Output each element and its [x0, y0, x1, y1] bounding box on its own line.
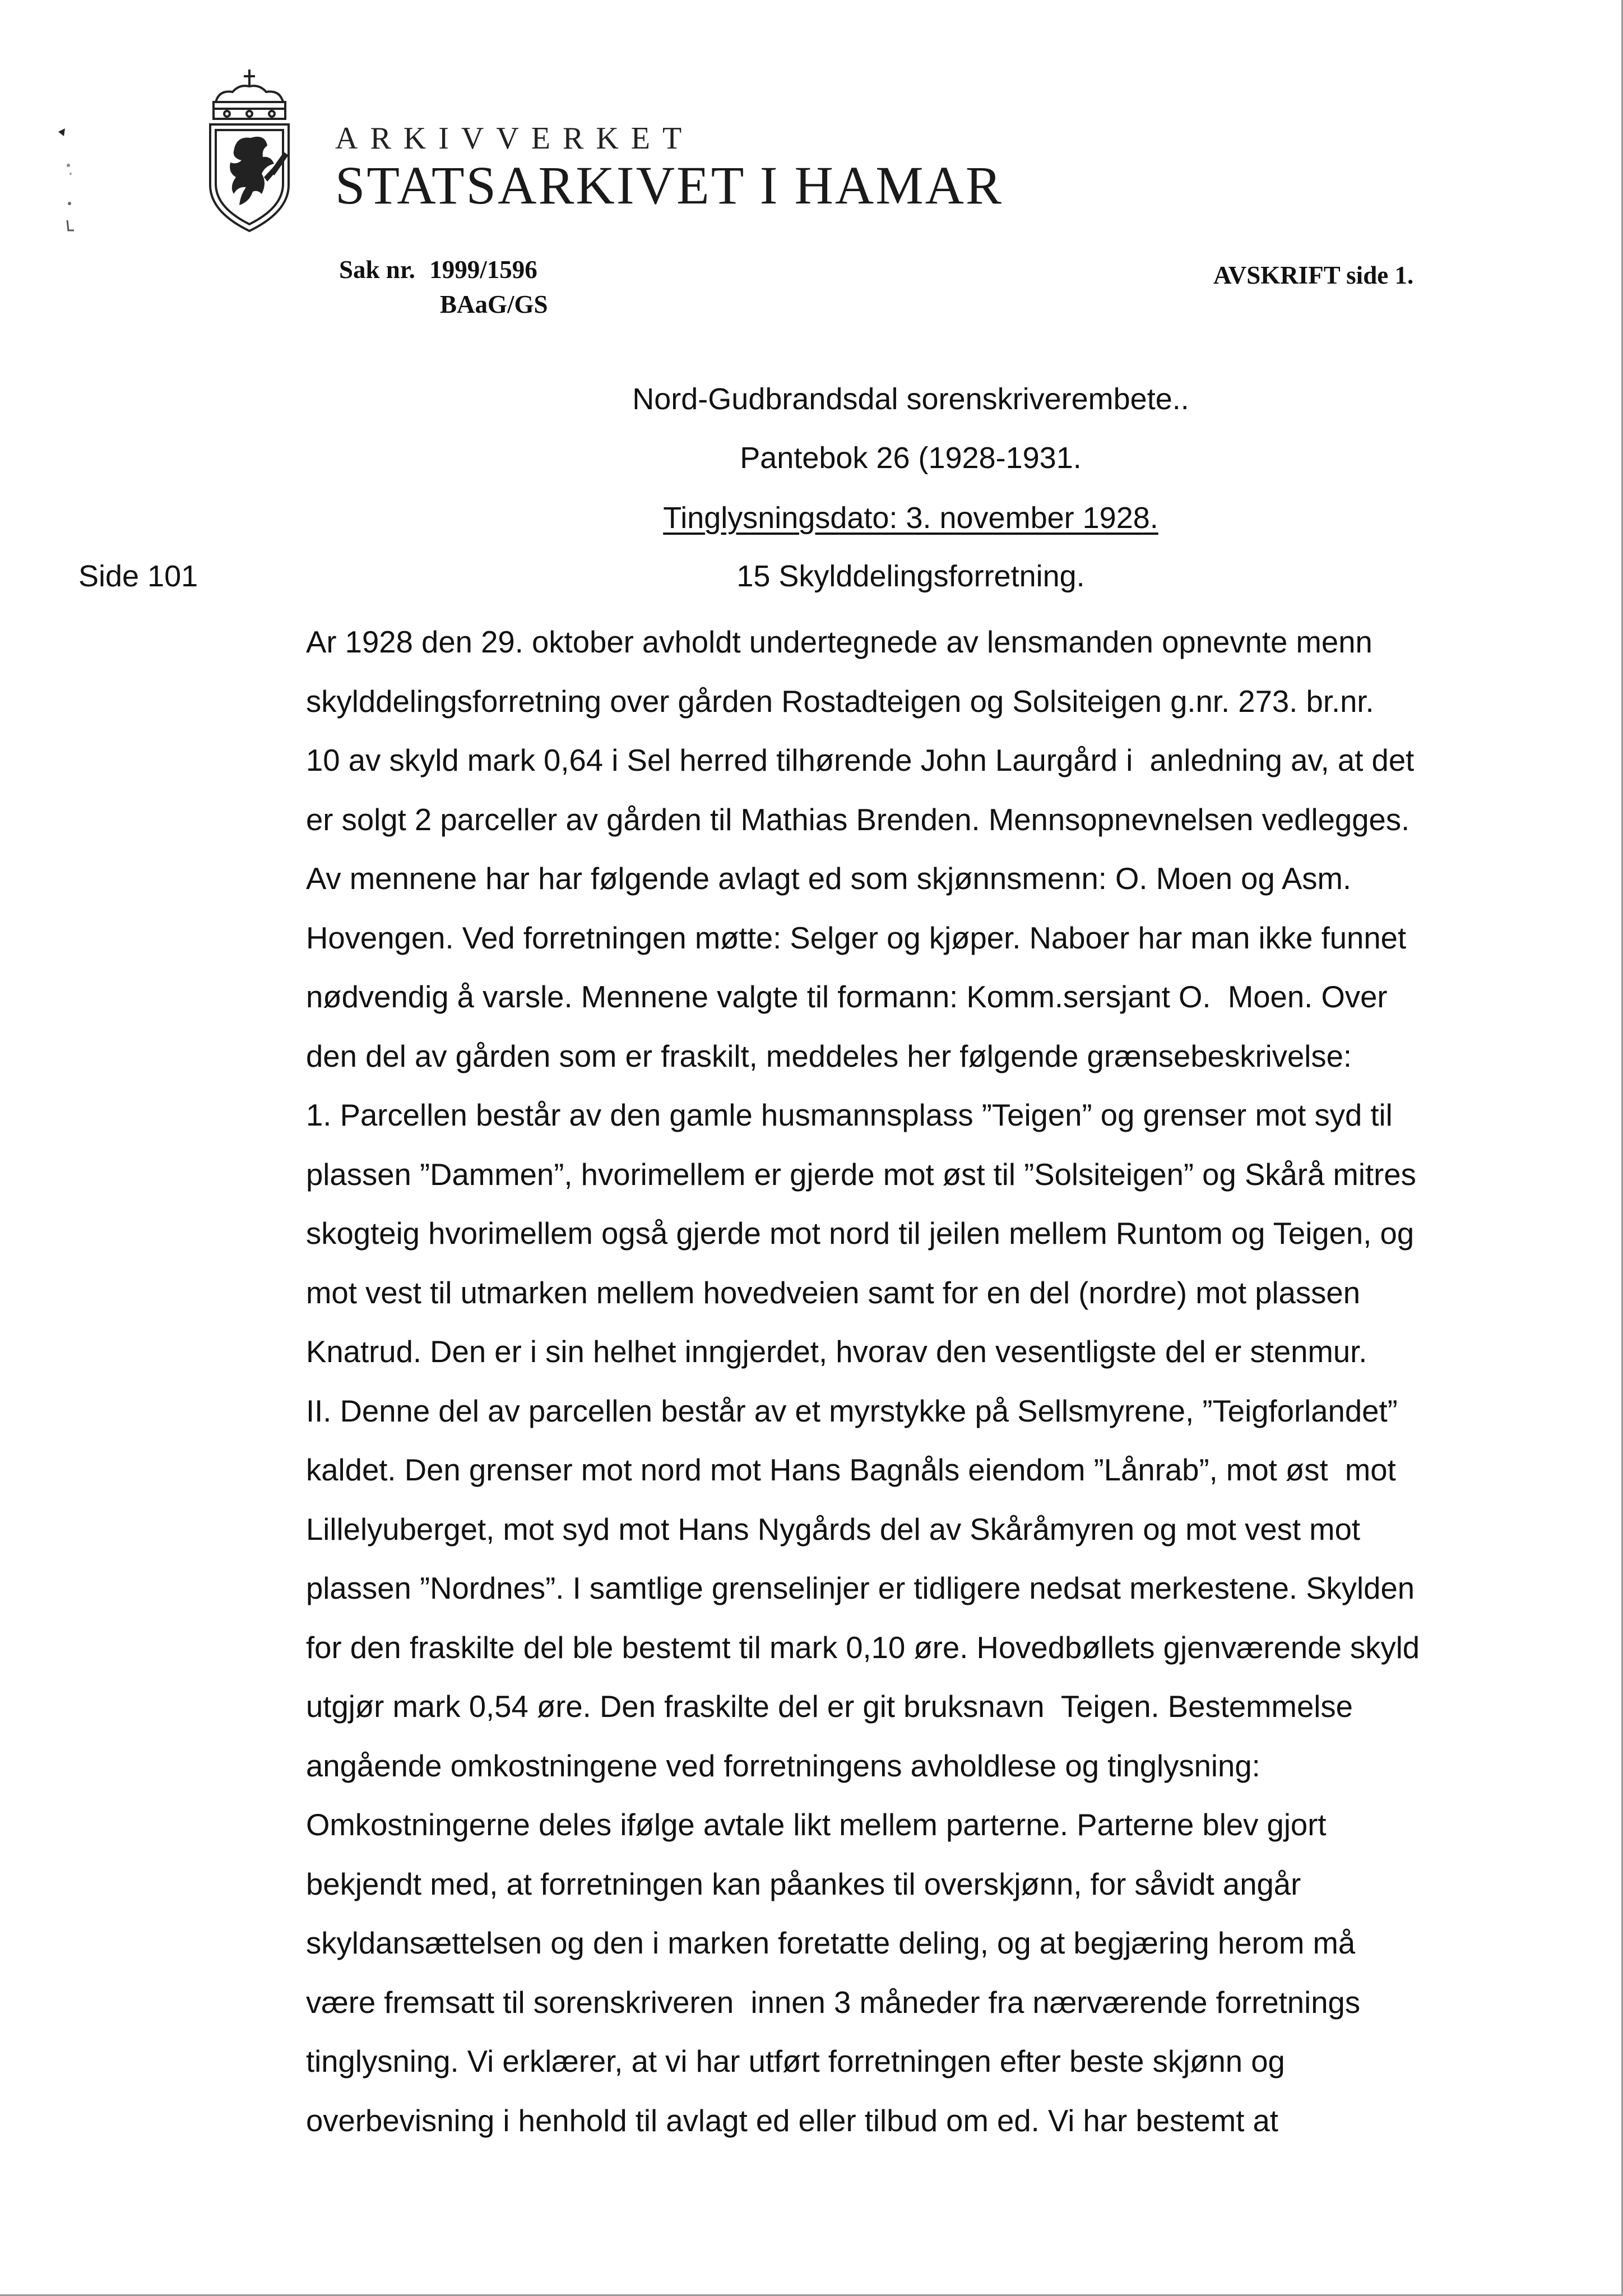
entry-heading: 15 Skylddelingsforretning. [736, 559, 1085, 593]
registration-date-heading [314, 498, 1508, 538]
body-line: skyldansættelsen og den i marken foretatte deling, og at begjæring herom må [306, 1926, 1356, 1960]
body-line: II. Denne del av parcellen består av et myrstykke på Sellsmyrene, ”Teigforlandet” [306, 1394, 1398, 1428]
office-name: STATSARKIVET I HAMAR [335, 155, 1003, 215]
body-line: plassen ”Dammen”, hvorimellem er gjerde mot øst til ”Solsiteigen” og Skårå mitres [306, 1157, 1416, 1192]
case-number-label: Sak nr. [339, 256, 415, 284]
body-line: den del av gården som er fraskilt, meddeles her følgende grænsebeskrivelse: [306, 1039, 1352, 1073]
body-line: overbevisning i henhold til avlagt ed eller tilbud om ed. Vi har bestemt at [306, 2103, 1278, 2138]
body-line: tinglysning. Vi erklærer, at vi har utført forretningen efter beste skjønn og [306, 2044, 1285, 2079]
case-reference-block [339, 252, 630, 322]
body-line: Ar 1928 den 29. oktober avholdt undertegnede av lensmanden opnevnte menn [306, 625, 1372, 659]
case-number-row [339, 252, 630, 287]
transcript-body [306, 613, 1511, 2150]
registration-date-text: Tinglysningsdato: 3. november 1928. [663, 501, 1158, 535]
mortgage-book-heading: Pantebok 26 (1928-1931. [740, 441, 1082, 475]
body-line: utgjør mark 0,54 øre. Den fraskilte del er git bruksnavn Teigen. Bestemmelse [306, 1689, 1353, 1724]
body-line: angående omkostningene ved forretningens avholdlese og tinglysning: [306, 1748, 1260, 1783]
body-line: Omkostningerne deles ifølge avtale likt mellem parterne. Parterne blev gjort [306, 1808, 1327, 1842]
body-line: 10 av skyld mark 0,64 i Sel herred tilhørende John Laurgård i anledning av, at det [306, 743, 1415, 777]
copy-page-label: AVSKRIFT side 1. [1213, 261, 1414, 289]
body-line: Lillelyuberget, mot syd mot Hans Nygårds del av Skåråmyren og mot vest mot [306, 1512, 1361, 1547]
body-line: skogteig hvorimellem også gjerde mot nord til jeilen mellem Runtom og Teigen, og [306, 1216, 1415, 1251]
body-line: plassen ”Nordnes”. I samtlige grenselinjer er tidligere nedsat merkestene. Skylden [306, 1571, 1415, 1605]
body-line: Knatrud. Den er i sin helhet inngjerdet, hvorav den vesentligste del er stenmur. [306, 1335, 1367, 1369]
body-line: bekjendt med, at forretningen kan påankes til overskjønn, for såvidt angår [306, 1867, 1301, 1901]
institution-header [335, 121, 1064, 215]
body-line: er solgt 2 parceller av gården til Mathias Brenden. Mennsopnevnelsen vedlegges. [306, 802, 1410, 837]
source-page-marker: Side 101 [78, 559, 198, 593]
body-line: Av mennene har har følgende avlagt ed som skjønnsmenn: O. Moen og Asm. [306, 862, 1352, 896]
scan-margin-marks [56, 121, 78, 249]
body-line: skylddelingsforretning over gården Rostadteigen og Solsiteigen g.nr. 273. br.nr. [306, 684, 1374, 719]
body-line: 1. Parcellen består av den gamle husmannsplass ”Teigen” og grenser mot syd til [306, 1098, 1393, 1132]
body-line: mot vest til utmarken mellem hovedveien samt for en del (nordre) mot plassen [306, 1275, 1361, 1310]
body-line: være fremsatt til sorenskriveren innen 3 måneder fra nærværende forretnings [306, 1985, 1361, 2020]
archive-name: ARKIVVERKET [335, 121, 694, 156]
body-line: Hovengen. Ved forretningen møtte: Selger og kjøper. Naboer har man ikke funnet [306, 920, 1407, 955]
case-reference: BAaG/GS [440, 290, 548, 318]
case-number: 1999/1596 [429, 256, 537, 284]
norwegian-coat-of-arms-icon [199, 67, 300, 235]
body-line: kaldet. Den grenser mot nord mot Hans Bagnåls eiendom ”Lånrab”, mot øst mot [306, 1453, 1396, 1487]
body-line: for den fraskilte del ble bestemt til mark 0,10 øre. Hovedbøllets gjenværende skyld [306, 1630, 1420, 1665]
body-line: nødvendig å varsle. Mennene valgte til formann: Komm.sersjant O. Moen. Over [306, 980, 1388, 1014]
court-office-heading: Nord-Gudbrandsdal sorenskriverembete.. [632, 382, 1189, 416]
